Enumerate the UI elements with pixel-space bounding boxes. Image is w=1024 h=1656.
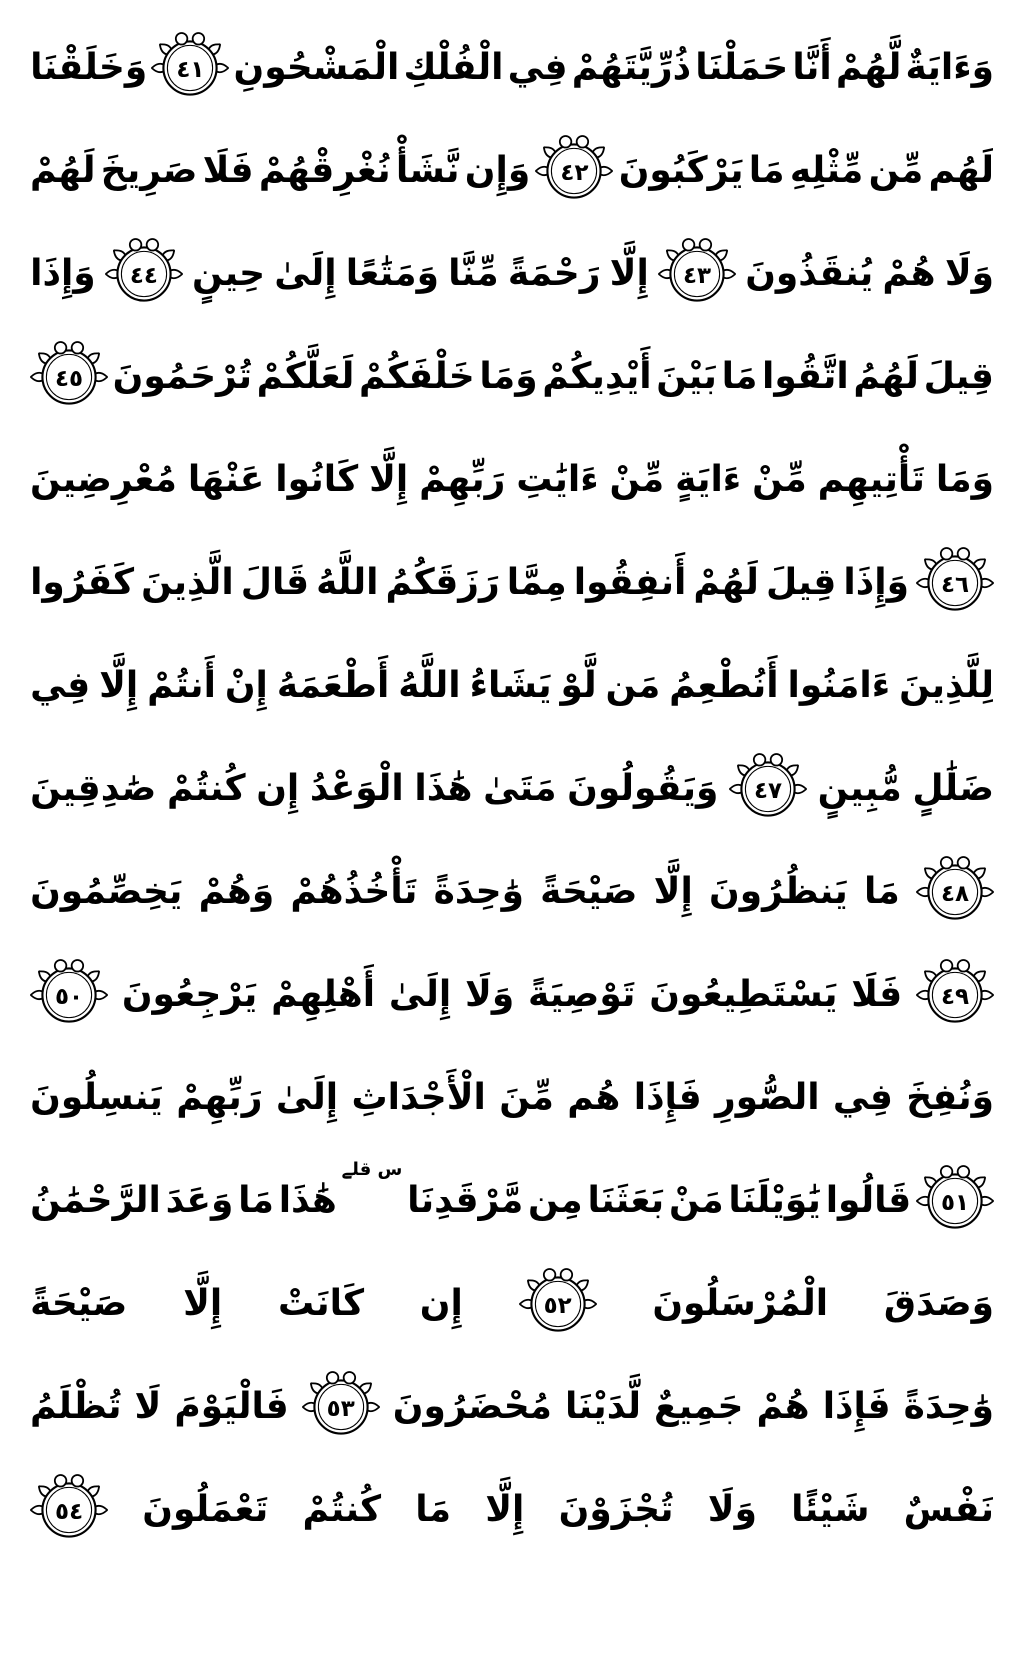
quran-word: لِلَّذِينَ (899, 664, 994, 706)
verse-marker (729, 750, 807, 828)
mushaf-line (30, 1458, 994, 1561)
quran-word: مَا (415, 1488, 452, 1530)
quran-word: وَلَا (944, 252, 994, 294)
quran-word: فَالْيَوْمَ (174, 1385, 289, 1427)
quran-word: لَّهُمْ (835, 46, 902, 88)
mushaf-line (30, 840, 994, 943)
quran-word: وَإِن (464, 149, 531, 191)
quran-word: بَيْنَ (656, 355, 717, 397)
quran-word: مَّرْقَدِنَا (407, 1179, 524, 1221)
quran-word: كَانُوا (275, 458, 359, 500)
quran-word: نَفْسٌ (903, 1488, 994, 1530)
verse-marker (30, 338, 108, 416)
quran-word: وَٰحِدَةً (433, 870, 524, 912)
quran-word: إِلَىٰ (275, 1076, 339, 1118)
quran-word: مَن (605, 664, 661, 706)
quran-word: حَمَلْنَا (695, 46, 789, 88)
mushaf-line (30, 1149, 994, 1252)
quran-word: هَٰذَا (414, 767, 473, 809)
quran-word: تُرْحَمُونَ (112, 355, 252, 397)
quran-word: إِن (256, 767, 300, 809)
quran-word: الْأَجْدَاثِ (351, 1076, 486, 1118)
quran-word: مِّن (868, 149, 924, 191)
quran-word: رَزَقَكُمُ (385, 561, 500, 603)
quran-word: كُنتُمْ (302, 1488, 382, 1530)
quran-word: قَالَ (240, 561, 310, 603)
quran-word: يَرْكَبُونَ (618, 149, 744, 191)
quran-word: كُنتُمْ (166, 767, 246, 809)
quran-word: فَلَا (851, 973, 903, 1015)
quran-word: أَنفِقُوا (573, 561, 687, 603)
mushaf-line (30, 1355, 994, 1458)
quran-word: تَوْصِيَةً (528, 973, 636, 1015)
quran-word: وَلَا (707, 1488, 757, 1530)
quran-word: فَإِذَا (822, 1385, 891, 1427)
quran-word: هُمْ (882, 252, 936, 294)
quran-word: إِلَّا (653, 870, 693, 912)
quran-word: تُظْلَمُ (30, 1385, 122, 1427)
quran-word: يُنقَذُونَ (745, 252, 874, 294)
quran-word: وَإِذَا (30, 252, 96, 294)
mushaf-line (30, 1252, 994, 1355)
quran-word: الْوَعْدُ (309, 767, 404, 809)
quran-word: فِي (30, 664, 91, 706)
verse-marker (658, 235, 736, 313)
quran-word: مَا (721, 355, 758, 397)
quran-word: أَنتُمْ (147, 664, 216, 706)
verse-number: ٤٥ (54, 365, 84, 392)
quran-word: قَالُوا (825, 1179, 912, 1221)
quran-word: خَلْفَكُمْ (359, 355, 475, 397)
quran-word: عَنْهَا (187, 458, 265, 500)
quran-word: مَا (748, 149, 785, 191)
quran-word: مِّثْلِهِ (789, 149, 864, 191)
quran-word: اللَّهُ (316, 561, 379, 603)
quran-word: صَيْحَةً (30, 1282, 128, 1324)
mushaf-line (30, 737, 994, 840)
quran-word: إِلَىٰ (388, 973, 452, 1015)
verse-number: ٤٦ (940, 571, 970, 598)
quran-word: فِي (832, 1076, 893, 1118)
quran-word: مَتَىٰ (483, 767, 557, 809)
quran-word: ضَلَٰلٍ (912, 767, 994, 809)
quran-word: إِلَّا (609, 252, 649, 294)
quran-word: وَنُفِخَ (906, 1076, 994, 1118)
quran-word: ءَامَنُوا (787, 664, 891, 706)
mushaf-line (30, 119, 994, 222)
quran-word: يَٰوَيْلَنَا (728, 1179, 821, 1221)
mushaf-line (30, 428, 994, 531)
quran-word: يَنسِلُونَ (30, 1076, 163, 1118)
quran-word: كَانَتْ (277, 1282, 365, 1324)
verse-number: ٤٨ (940, 880, 970, 907)
quran-word: وَإِذَا (843, 561, 909, 603)
mushaf-text-block (30, 16, 994, 1656)
quran-word: إِلَّا (485, 1488, 525, 1530)
quran-word: يَسْتَطِيعُونَ (649, 973, 838, 1015)
quran-word: نَّشَأْ (395, 149, 460, 191)
mushaf-line (30, 16, 994, 119)
verse-marker (519, 1265, 597, 1343)
quran-word: إِنْ (224, 664, 268, 706)
verse-marker (151, 29, 229, 107)
quran-word: فِي (507, 46, 568, 88)
verse-marker (916, 853, 994, 931)
pause-mark-sakta-qila: س قلے (341, 1159, 403, 1180)
quran-word: تَأْتِيهِم (817, 458, 925, 500)
quran-word: تَعْمَلُونَ (142, 1488, 269, 1530)
verse-number: ٥٢ (543, 1292, 572, 1319)
quran-word: الْمَشْحُونِ (233, 46, 400, 88)
quran-word: تَأْخُذُهُمْ (290, 870, 418, 912)
quran-word: مِّنْ (752, 458, 807, 500)
quran-word: هَٰذَا (278, 1179, 337, 1221)
quran-word: أَطْعَمَهُ (276, 664, 390, 706)
mushaf-line (30, 1046, 994, 1149)
quran-word: وَعَدَ (165, 1179, 234, 1221)
quran-word: مِن (528, 1179, 583, 1221)
verse-marker (30, 1471, 108, 1549)
quran-word: يَخِصِّمُونَ (30, 870, 183, 912)
quran-word: إِن (419, 1282, 463, 1324)
quran-word: لَهُمُ (853, 355, 919, 397)
mushaf-line (30, 325, 994, 428)
quran-word: اللَّهُ (398, 664, 461, 706)
quran-word: وَلَا (465, 973, 515, 1015)
quran-word: يَشَاءُ (469, 664, 552, 706)
verse-marker (916, 956, 994, 1034)
verse-marker (916, 544, 994, 622)
verse-marker (916, 1162, 994, 1240)
quran-word: مِمَّا (506, 561, 567, 603)
verse-number: ٤٣ (682, 262, 712, 289)
quran-word: وَمَتَٰعًا (345, 252, 439, 294)
quran-word: فَلَا (202, 149, 254, 191)
quran-word: لَهُمْ (30, 149, 96, 191)
quran-word: الْفُلْكِ (403, 46, 504, 88)
verse-number: ٥٣ (326, 1395, 355, 1422)
quran-word: وَهُمْ (198, 870, 275, 912)
mushaf-line (30, 634, 994, 737)
verse-marker (105, 235, 183, 313)
mushaf-line (30, 531, 994, 634)
quran-word: مَا (863, 870, 900, 912)
quran-word: رَبِّهِمْ (176, 1076, 263, 1118)
quran-word: أَهْلِهِمْ (271, 973, 376, 1015)
mushaf-line (30, 222, 994, 325)
quran-word: وَءَايَةٌ (905, 46, 994, 88)
mushaf-line (30, 943, 994, 1046)
verse-number: ٤٧ (753, 777, 783, 804)
quran-word: وَيَقُولُونَ (567, 767, 719, 809)
verse-number: ٥٠ (54, 983, 84, 1010)
quran-word: نُغْرِقْهُمْ (258, 149, 391, 191)
quran-word: ءَايَةٍ (675, 458, 742, 500)
quran-word: مُحْضَرُونَ (392, 1385, 552, 1427)
quran-word: قِيلَ (923, 355, 994, 397)
quran-word: لَهُمْ (693, 561, 759, 603)
quran-word: بَعَثَنَا (587, 1179, 665, 1221)
quran-word: يَرْجِعُونَ (121, 973, 258, 1015)
quran-word: وَٰحِدَةً (903, 1385, 994, 1427)
verse-marker (302, 1368, 380, 1446)
quran-word: وَمَا (479, 355, 538, 397)
quran-word: مُّبِينٍ (817, 767, 902, 809)
quran-word: هُمْ (756, 1385, 810, 1427)
quran-word: الصُّورِ (714, 1076, 820, 1118)
quran-word: الَّذِينَ (141, 561, 234, 603)
quran-word: هُم (567, 1076, 621, 1118)
verse-marker (535, 132, 613, 210)
quran-word: الرَّحْمَٰنُ (30, 1179, 161, 1221)
verse-number: ٤٩ (940, 983, 970, 1010)
quran-word: مُعْرِضِينَ (30, 458, 177, 500)
quran-word: ذُرِّيَّتَهُمْ (571, 46, 692, 88)
quran-word: وَخَلَقْنَا (30, 46, 148, 88)
quran-word: يَنظُرُونَ (709, 870, 848, 912)
quran-word: صَٰدِقِينَ (30, 767, 157, 809)
quran-word: مَا (238, 1179, 274, 1221)
quran-word: الْمُرْسَلُونَ (652, 1282, 829, 1324)
quran-word: كَفَرُوا (30, 561, 135, 603)
quran-word: جَمِيعٌ (654, 1385, 744, 1427)
quran-word: فَإِذَا (633, 1076, 702, 1118)
quran-word: لَهُم (928, 149, 994, 191)
verse-marker (30, 956, 108, 1034)
quran-word: وَصَدَقَ (883, 1282, 994, 1324)
quran-word: رَحْمَةً (507, 252, 601, 294)
quran-word: لَّدَيْنَا (564, 1385, 642, 1427)
quran-word: إِلَّا (183, 1282, 223, 1324)
quran-word: أَنُطْعِمُ (669, 664, 779, 706)
verse-number: ٥١ (940, 1189, 970, 1216)
quran-word: أَنَّا (792, 46, 832, 88)
verse-number: ٤١ (176, 56, 205, 83)
quran-word: مِّنَّا (448, 252, 499, 294)
quran-word: لَّوْ (560, 664, 597, 706)
verse-number: ٤٤ (129, 262, 158, 289)
verse-number: ٥٤ (55, 1498, 84, 1525)
quran-word: حِينٍ (192, 252, 266, 294)
quran-word: إِلَّا (99, 664, 139, 706)
quran-word: صَيْحَةً (540, 870, 638, 912)
quran-word: وَمَا (935, 458, 994, 500)
quran-word: صَرِيخَ (100, 149, 198, 191)
quran-word: شَيْئًا (791, 1488, 870, 1530)
quran-word: لَعَلَّكُمْ (256, 355, 355, 397)
quran-word: رَبِّهِمْ (419, 458, 506, 500)
quran-word: قِيلَ (765, 561, 837, 603)
quran-word: ءَايَٰتِ (516, 458, 599, 500)
quran-word: إِلَىٰ (274, 252, 337, 294)
quran-word: اتَّقُوا (762, 355, 849, 397)
quran-word: مَنْ (668, 1179, 724, 1221)
quran-word: أَيْدِيكُمْ (542, 355, 652, 397)
quran-word: مِّنَ (499, 1076, 554, 1118)
quran-word: لَا (134, 1385, 162, 1427)
quran-word: تُجْزَوْنَ (558, 1488, 674, 1530)
quran-word: إِلَّا (369, 458, 409, 500)
quran-word: مِّنْ (609, 458, 665, 500)
verse-number: ٤٢ (560, 159, 589, 186)
